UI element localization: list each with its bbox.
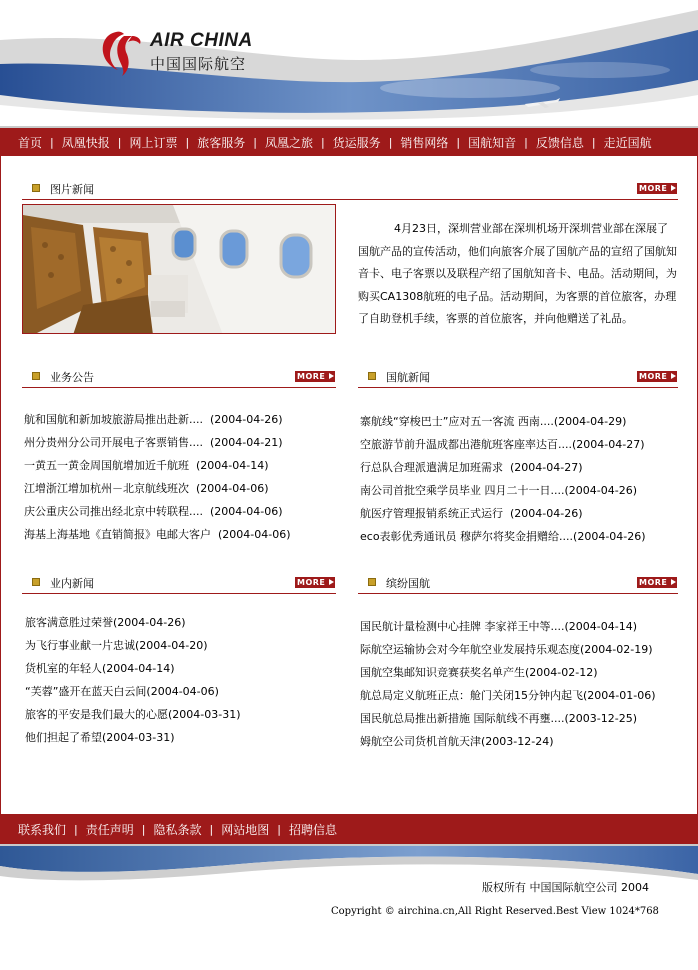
copyright-cn: 版权所有 中国国际航空公司 2004: [482, 881, 649, 894]
cabin-seats-image: [23, 205, 336, 334]
main-content: [0, 156, 698, 814]
photo-news-more-button[interactable]: MORE: [637, 183, 677, 194]
nav-online-booking[interactable]: 网上订票: [129, 135, 178, 150]
section-bullet-icon: [32, 184, 40, 192]
footer-nav: [0, 814, 698, 846]
nav-separator: |: [74, 822, 78, 836]
photo-news-title: 图片新闻: [50, 183, 94, 196]
section-bullet-icon: [32, 372, 40, 380]
ca-news-title: 国航新闻: [386, 371, 430, 384]
list-item[interactable]: 南公司首批空乘学员毕业 四月二十一日....(2004-04-26): [360, 484, 637, 497]
footer-link-jobs[interactable]: 招聘信息: [288, 822, 337, 837]
section-bullet-icon: [368, 372, 376, 380]
list-item[interactable]: 海基上海基地《直销简报》电邮大客户 (2004-04-06): [24, 528, 291, 541]
copyright-en: Copyright © airchina.cn,All Right Reserved.Best View 1024*768: [331, 906, 659, 917]
list-item[interactable]: 姆航空公司货机首航天津(2003-12-24): [360, 735, 554, 748]
list-item[interactable]: 航医疗管理报销系统正式运行 (2004-04-26): [360, 507, 583, 520]
logo-text-cn: 中国国际航空: [150, 55, 247, 73]
nav-home[interactable]: 首页: [18, 135, 43, 150]
nav-separator: |: [209, 822, 214, 836]
nav-separator: |: [117, 135, 122, 149]
photo-news-header: [22, 180, 678, 200]
nav-separator: |: [253, 135, 257, 149]
air-china-logo[interactable]: [96, 26, 266, 86]
footer-link-contact[interactable]: 联系我们: [18, 822, 67, 837]
list-item[interactable]: 旅客满意胜过荣誉(2004-04-26): [25, 616, 186, 629]
list-item[interactable]: 州分贵州分公司开展电子客票销售.... (2004-04-21): [24, 436, 283, 449]
phoenix-logo-icon: [96, 26, 146, 78]
main-nav: [0, 126, 698, 156]
list-item[interactable]: 航总局定义航班正点：舱门关闭15分钟内起飞(2004-01-06): [360, 689, 656, 702]
nav-separator: |: [50, 135, 54, 149]
industry-more-button[interactable]: MORE: [295, 577, 335, 588]
list-item[interactable]: 寨航线“穿梭巴士”应对五一客流 西南....(2004-04-29): [360, 415, 627, 428]
list-item[interactable]: eco表彰优秀通讯员 穆萨尔将奖金捐赠给....(2004-04-26): [360, 530, 646, 543]
ca-news-more-button[interactable]: MORE: [637, 371, 677, 382]
business-header: [22, 368, 336, 388]
cabin-photo[interactable]: [22, 204, 336, 334]
colorful-list: [360, 615, 678, 753]
list-item[interactable]: 空旅游节前升温成都出港航班客座率达百....(2004-04-27): [360, 438, 645, 451]
nav-sales-network[interactable]: 销售网络: [400, 135, 449, 150]
nav-feedback[interactable]: 反馈信息: [535, 135, 584, 150]
photo-news-text: 4月23日，深圳营业部在深圳机场开深圳营业部在深展了国航产品的宣传活动，他们向旅客介展了国航产品的宣绍了国航知音卡、电子客票以及联程产绍了国航知音卡、电品。活动期间，为购买CA1308航班的电子品。活动期间，为客票的首位旅客，办理了自助登机手续，客票的首位旅客，并向他赠送了礼品。: [358, 222, 677, 326]
industry-list: [25, 611, 336, 749]
list-item[interactable]: 航和国航和新加坡旅游局推出赴新.... (2004-04-26): [24, 413, 283, 426]
nav-phoenix-news[interactable]: 凤凰快报: [61, 135, 110, 150]
list-item[interactable]: 际航空运输协会对今年航空业发展持乐观态度(2004-02-19): [360, 643, 653, 656]
list-item[interactable]: “芙蓉”盛开在蓝天白云间(2004-04-06): [25, 685, 219, 698]
ca-news-list: [360, 410, 678, 548]
nav-separator: |: [591, 135, 596, 149]
list-item[interactable]: 国航空集邮知识竞赛获奖名单产生(2004-02-12): [360, 666, 598, 679]
nav-phoenix-travel[interactable]: 凤凰之旅: [264, 135, 313, 150]
header-banner: [0, 0, 698, 126]
colorful-more-button[interactable]: MORE: [637, 577, 677, 588]
list-item[interactable]: 他们担起了希望(2004-03-31): [25, 731, 175, 744]
colorful-header: [358, 574, 678, 594]
nav-about[interactable]: 走近国航: [603, 135, 652, 150]
list-item[interactable]: 一黄五一黄金周国航增加近千航班 (2004-04-14): [24, 459, 269, 472]
section-bullet-icon: [368, 578, 376, 586]
business-list: [24, 408, 336, 546]
nav-companion[interactable]: 国航知音: [468, 135, 517, 150]
logo-text-en: AIR CHINA: [150, 30, 253, 51]
business-title: 业务公告: [50, 371, 94, 384]
footer-link-privacy[interactable]: 隐私条款: [153, 822, 202, 837]
nav-separator: |: [388, 135, 393, 149]
ca-news-header: [358, 368, 678, 388]
list-item[interactable]: 货机室的年轻人(2004-04-14): [25, 662, 175, 675]
footer-link-sitemap[interactable]: 网站地图: [221, 822, 270, 837]
nav-passenger-service[interactable]: 旅客服务: [197, 135, 246, 150]
nav-separator: |: [277, 822, 281, 836]
nav-separator: |: [456, 135, 461, 149]
nav-separator: |: [141, 822, 146, 836]
industry-header: [22, 574, 336, 594]
nav-separator: |: [185, 135, 190, 149]
section-bullet-icon: [32, 578, 40, 586]
industry-title: 业内新闻: [50, 577, 94, 590]
business-more-button[interactable]: MORE: [295, 371, 335, 382]
nav-separator: |: [524, 135, 528, 149]
nav-separator: |: [320, 135, 325, 149]
list-item[interactable]: 为飞行事业献一片忠诚(2004-04-20): [25, 639, 208, 652]
list-item[interactable]: 江增浙江增加杭州－北京航线班次 (2004-04-06): [24, 482, 269, 495]
list-item[interactable]: 庆公重庆公司推出经北京中转联程.... (2004-04-06): [24, 505, 283, 518]
nav-cargo-service[interactable]: 货运服务: [332, 135, 381, 150]
list-item[interactable]: 旅客的平安是我们最大的心愿(2004-03-31): [25, 708, 241, 721]
list-item[interactable]: 国民航总局推出新措施 国际航线不再壅....(2003-12-25): [360, 712, 637, 725]
list-item[interactable]: 行总队合理派遣满足加班需求 (2004-04-27): [360, 461, 583, 474]
list-item[interactable]: 国民航计量检测中心挂牌 李家祥王中等....(2004-04-14): [360, 620, 637, 633]
colorful-title: 缤纷国航: [386, 577, 430, 590]
footer-link-disclaimer[interactable]: 责任声明: [85, 822, 134, 837]
